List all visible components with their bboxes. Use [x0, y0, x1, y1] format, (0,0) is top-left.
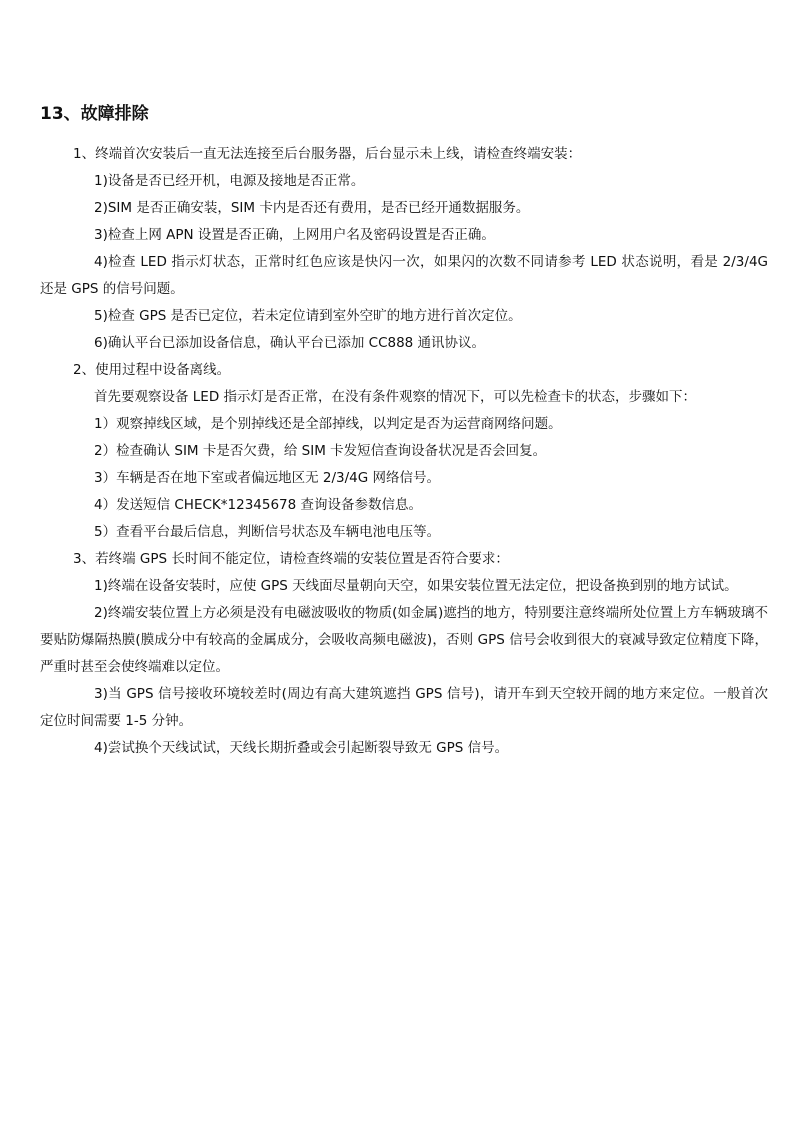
item-1-1: 1)设备是否已经开机，电源及接地是否正常。 [94, 173, 365, 189]
item-2-3: 3）车辆是否在地下室或者偏远地区无 2/3/4G 网络信号。 [94, 470, 440, 486]
item-3-2: 2)终端安装位置上方必须是没有电磁波吸收的物质(如金属)遮挡的地方，特别要注意终端所处位置上方车辆玻璃不要贴防爆隔热膜(膜成分中有较高的金属成分，会吸收高频电磁波)，否则 GPS 信号会收到很大的衰减导致定位精度下降，严重时甚至会使终端难以定位。 [40, 605, 768, 675]
item-3-4: 4)尝试换个天线试试，天线长期折叠或会引起断裂导致无 GPS 信号。 [94, 740, 509, 756]
item-2-heading: 2、使用过程中设备离线。 [73, 362, 231, 378]
item-3-3: 3)当 GPS 信号接收环境较差时(周边有高大建筑遮挡 GPS 信号)，请开车到天空较开阔的地方来定位。一般首次定位时间需要 1-5 分钟。 [40, 686, 768, 729]
item-1-heading: 1、终端首次安装后一直无法连接至后台服务器，后台显示未上线，请检查终端安装： [73, 146, 582, 162]
item-1-5: 5)检查 GPS 是否已定位，若未定位请到室外空旷的地方进行首次定位。 [94, 308, 522, 324]
section-title: 13、故障排除 [40, 104, 149, 124]
item-2-2: 2）检查确认 SIM 卡是否欠费，给 SIM 卡发短信查询设备状况是否会回复。 [94, 443, 547, 459]
item-2-5: 5）查看平台最后信息，判断信号状态及车辆电池电压等。 [94, 524, 441, 540]
item-1-2: 2)SIM 是否正确安装，SIM 卡内是否还有费用，是否已经开通数据服务。 [94, 200, 530, 216]
item-1-6: 6)确认平台已添加设备信息，确认平台已添加 CC888 通讯协议。 [94, 335, 486, 351]
section-body [40, 141, 768, 762]
item-1-3: 3)检查上网 APN 设置是否正确，上网用户名及密码设置是否正确。 [94, 227, 495, 243]
item-1-4: 4)检查 LED 指示灯状态，正常时红色应该是快闪一次，如果闪的次数不同请参考 LED 状态说明，看是 2/3/4G 还是 GPS 的信号问题。 [40, 254, 768, 297]
item-2-intro: 首先要观察设备 LED 指示灯是否正常，在没有条件观察的情况下，可以先检查卡的状态，步骤如下： [94, 389, 697, 405]
item-2-4: 4）发送短信 CHECK*12345678 查询设备参数信息。 [94, 497, 423, 513]
item-3-heading: 3、若终端 GPS 长时间不能定位，请检查终端的安装位置是否符合要求： [73, 551, 509, 567]
item-2-1: 1）观察掉线区域，是个别掉线还是全部掉线，以判定是否为运营商网络问题。 [94, 416, 562, 432]
item-3-1: 1)终端在设备安装时，应使 GPS 天线面尽量朝向天空，如果安装位置无法定位，把设备换到别的地方试试。 [94, 578, 738, 594]
